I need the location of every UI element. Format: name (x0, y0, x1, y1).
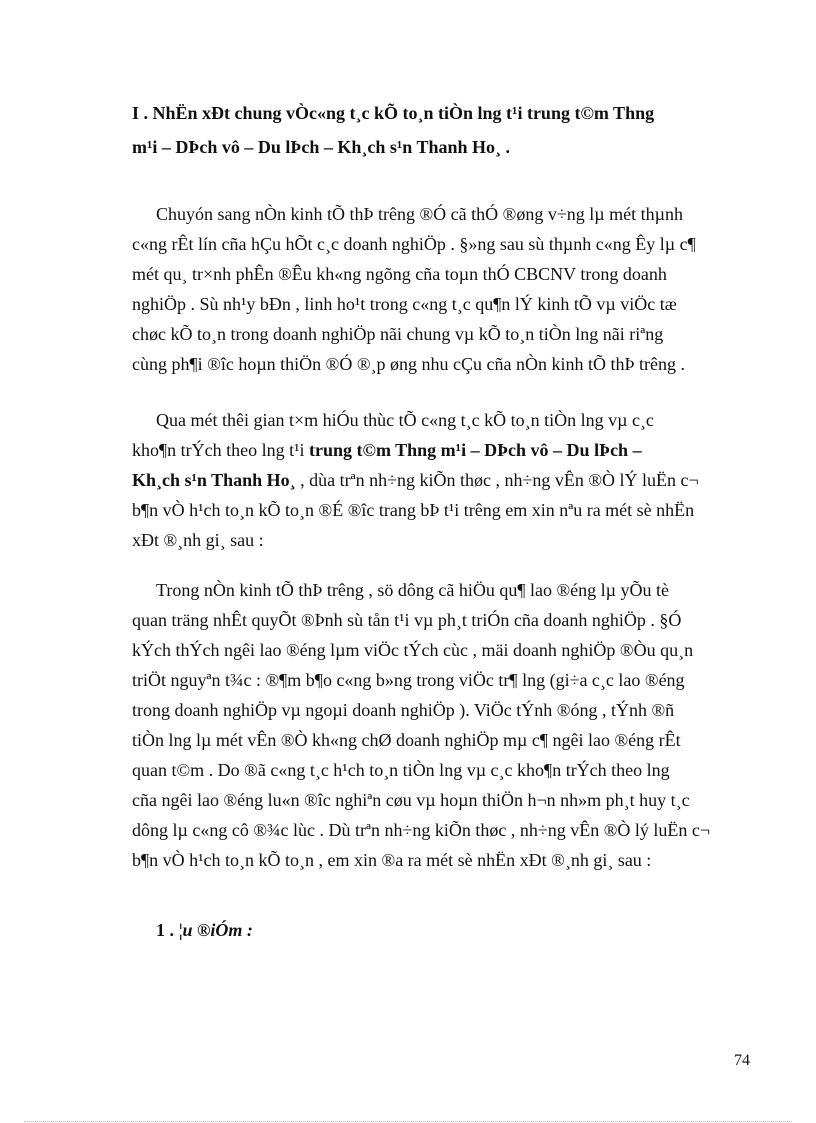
text-line: trong doanh nghiÖp vµ ngoµi doanh nghiÖp ). ViÖc tÝnh ®óng , tÝnh ®ñ (132, 700, 675, 720)
text-line: cña ngêi lao ®éng lu«n ®îc nghiªn cøu vµ hoµn thiÖn h¬n nh»m ph¸t huy t¸c (132, 790, 690, 810)
paragraph-1 (132, 199, 746, 379)
organization-name: Kh¸ch s¹n Thanh Ho¸ (132, 470, 296, 490)
page-bottom-divider (24, 1121, 792, 1122)
text-line: b¶n vÒ h¹ch to¸n kÕ to¸n , em xin ®a ra mét sè nhËn xÐt ®¸nh gi¸ sau : (132, 850, 652, 870)
text-line: nghiÖp . Sù nh¹y bÐn , linh ho¹t trong c«ng t¸c qu¶n lÝ kinh tÕ vµ viÖc tæ (132, 294, 677, 314)
text-line: Chuyón sang nÒn kinh tÕ thÞ trêng ®Ó cã thÓ ®øng v÷ng lµ mét thµnh (156, 204, 683, 224)
heading-line-1: I . NhËn xÐt chung vÒc«ng t¸c kÕ to¸n tiÒn lng t¹i trung t©m Thng (132, 103, 655, 123)
text-line (132, 465, 746, 495)
text-line: c«ng rÊt lín cña hÇu hÕt c¸c doanh nghiÖp . §»ng sau sù thµnh c«ng Êy lµ c¶ (132, 234, 696, 254)
text-line: Qua mét thêi gian t×m hiÓu thùc tÕ c«ng t¸c kÕ to¸n tiÒn lng vµ c¸c (156, 410, 654, 430)
section-heading (132, 96, 732, 164)
organization-name: trung t©m Thng m¹i – DÞch vô – Du lÞch – (309, 440, 642, 460)
text-line: cùng ph¶i ®îc hoµn thiÖn ®Ó ®¸p øng nhu cÇu cña nÒn kinh tÕ thÞ trêng . (132, 354, 685, 374)
paragraph-2 (132, 405, 746, 555)
paragraph-3 (132, 575, 746, 875)
text-line: b¶n vÒ h¹ch to¸n kÕ to¸n ®É ®îc trang bÞ t¹i trêng em xin nªu ra mét sè nhËn (132, 500, 695, 520)
text-line: Trong nÒn kinh tÕ thÞ trêng , sö dông cã hiÖu qu¶ lao ®éng lµ yÕu tè (156, 580, 670, 600)
subsection-number: 1 . (156, 920, 179, 940)
text-line: mét qu¸ tr×nh phÊn ®Êu kh«ng ngõng cña toµn thÓ CBCNV trong doanh (132, 264, 667, 284)
subsection-heading (156, 920, 253, 941)
text-run: kho¶n trÝch theo lng t¹i (132, 440, 310, 460)
text-line: chøc kÕ to¸n trong doanh nghiÖp nãi chung vµ kÕ to¸n tiÒn lng nãi riªng (132, 324, 664, 344)
heading-line-2: m¹i – DÞch vô – Du lÞch – Kh¸ch s¹n Thanh Ho¸ . (132, 137, 511, 157)
text-line (132, 435, 746, 465)
page-number: 74 (734, 1052, 750, 1069)
text-line: triÖt nguyªn t¾c : ®¶m b¶o c«ng b»ng trong viÖc tr¶ lng (gi÷a c¸c lao ®éng (132, 670, 685, 690)
text-run: , dùa trªn nh÷ng kiÕn thøc , nh÷ng vÊn ®Ò lÝ luËn c¬ (295, 470, 699, 490)
text-line: tiÒn lng lµ mét vÊn ®Ò kh«ng chØ doanh nghiÖp mµ c¶ ngêi lao ®éng rÊt (132, 730, 681, 750)
text-line: quan t©m . Do ®ã c«ng t¸c h¹ch to¸n tiÒn lng vµ c¸c kho¶n trÝch theo lng (132, 760, 670, 780)
subsection-title: ¦u ®iÓm : (178, 920, 253, 940)
text-line: quan träng nhÊt quyÕt ®Þnh sù tån t¹i vµ ph¸t triÓn cña doanh nghiÖp . §Ó (132, 610, 682, 630)
text-line: xÐt ®¸nh gi¸ sau : (132, 530, 264, 550)
text-line: dông lµ c«ng cô ®¾c lùc . Dù trªn nh÷ng kiÕn thøc , nh÷ng vÊn ®Ò lý luËn c¬ (132, 820, 711, 840)
text-line: kÝch thÝch ngêi lao ®éng lµm viÖc tÝch cùc , mäi doanh nghiÖp ®Òu qu¸n (132, 640, 694, 660)
